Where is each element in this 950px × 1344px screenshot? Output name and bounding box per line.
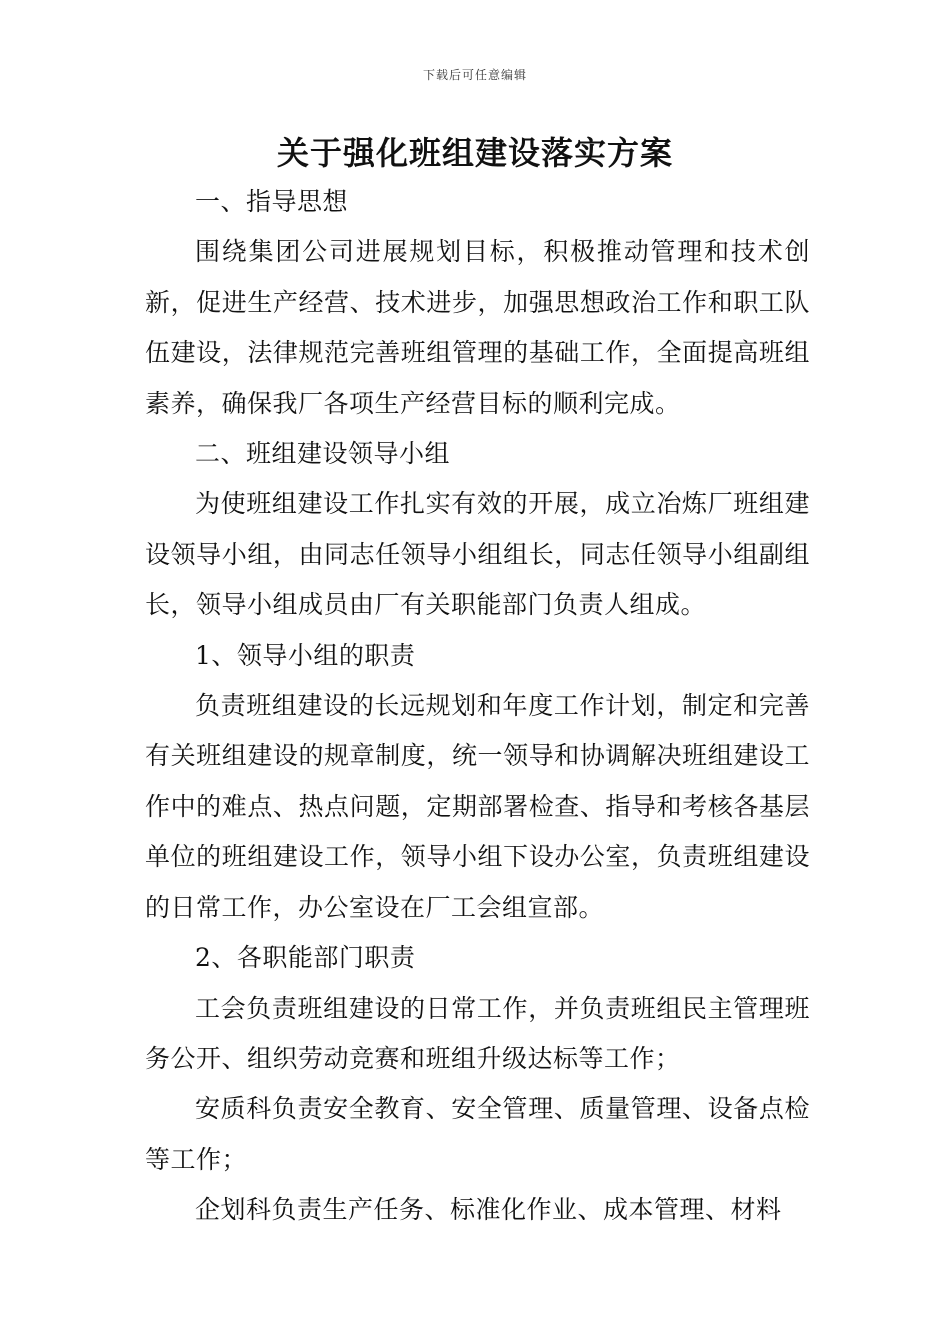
- body-paragraph: 工会负责班组建设的日常工作，并负责班组民主管理班务公开、组织劳动竞赛和班组升级达标等工作；: [145, 993, 810, 1073]
- body-paragraph: 围绕集团公司进展规划目标，积极推动管理和技术创新，促进生产经营、技术进步，加强思想政治工作和职工队伍建设，法律规范完善班组管理的基础工作，全面提高班组素养，确保我厂各项生产经营目标的顺利完成。: [145, 237, 810, 418]
- body-paragraph: 负责班组建设的长远规划和年度工作计划，制定和完善有关班组建设的规章制度，统一领导和协调解决班组建设工作中的难点、热点问题，定期部署检查、指导和考核各基层单位的班组建设工作，领导小组下设办公室，负责班组建设的日常工作，办公室设在厂工会组宣部。: [145, 691, 810, 922]
- section-heading: 二、班组建设领导小组: [195, 439, 451, 469]
- subsection-heading: 1、领导小组的职责: [195, 640, 416, 670]
- body-paragraph: 安质科负责安全教育、安全管理、质量管理、设备点检等工作；: [145, 1094, 810, 1174]
- header-note: 下载后可任意编辑: [422, 68, 527, 82]
- body-paragraph: 企划科负责生产任务、标准化作业、成本管理、材料: [195, 1195, 782, 1225]
- document-title: 关于强化班组建设落实方案: [276, 134, 673, 172]
- document-body: [145, 177, 810, 1236]
- body-paragraph: 为使班组建设工作扎实有效的开展，成立冶炼厂班组建设领导小组，由同志任领导小组组长，同志任领导小组副组长，领导小组成员由厂有关职能部门负责人组成。: [145, 489, 810, 620]
- section-heading: 一、指导思想: [195, 187, 349, 216]
- subsection-heading: 2、各职能部门职责: [195, 943, 416, 973]
